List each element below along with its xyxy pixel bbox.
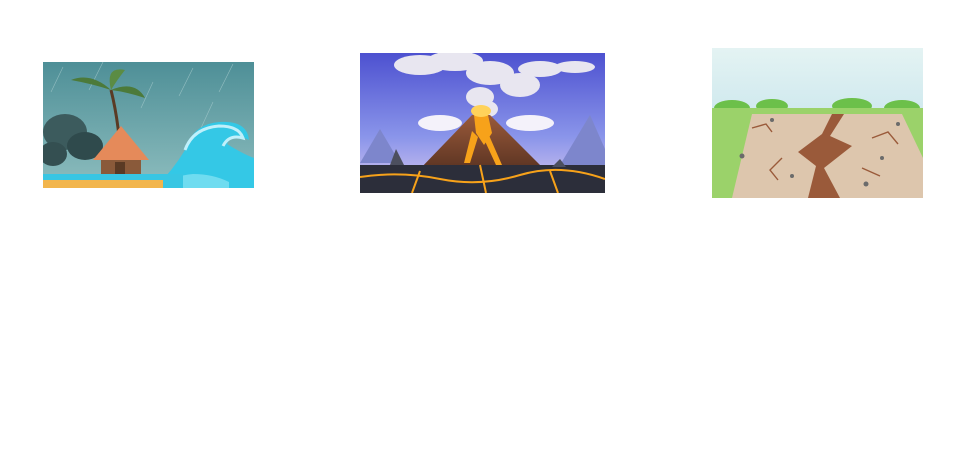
volcano-eruption-illustration: [360, 53, 605, 193]
earthquake-illustration: [712, 48, 923, 198]
eruption-glow: [471, 105, 491, 117]
sand-beach: [43, 180, 163, 188]
tsunami-illustration: [43, 62, 254, 188]
